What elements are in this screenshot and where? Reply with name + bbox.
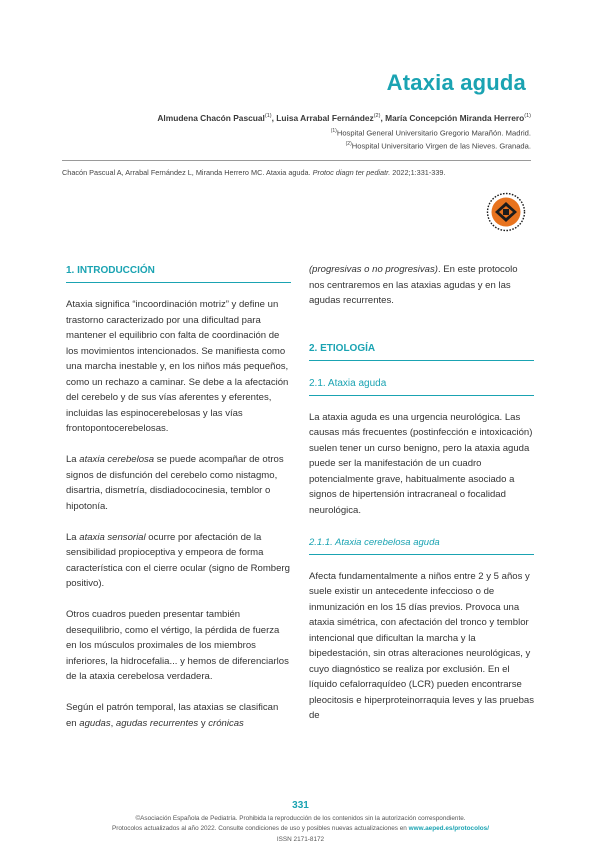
affiliation-text: Hospital General Universitario Gregorio Marañón. Madrid. xyxy=(336,128,531,138)
section-heading-etiologia: 2. ETIOLOGÍA xyxy=(309,340,534,361)
page-number: 331 xyxy=(292,800,309,811)
author-name: Almudena Chacón Pascual xyxy=(157,113,265,123)
author-affiliation-marker: (1) xyxy=(264,113,272,120)
emphasis: agudas xyxy=(79,717,111,729)
citation-suffix: 2022;1:331-339. xyxy=(390,168,446,177)
emphasis: ataxia sensorial xyxy=(79,531,146,543)
affiliation-marker: (2) xyxy=(345,141,352,147)
copyright-notice: ©Asociación Española de Pediatría. Prohibida la reproducción de los contenidos sin la autorización correspondiente. xyxy=(135,815,466,822)
author-affiliation-marker: (2) xyxy=(373,113,381,120)
text: y xyxy=(198,717,209,729)
text: , xyxy=(110,717,116,729)
emphasis: agudas recurrentes xyxy=(115,717,199,729)
section-heading-introduction: 1. INTRODUCCIÓN xyxy=(66,262,291,283)
affiliation xyxy=(346,141,531,151)
author-separator: , xyxy=(271,113,277,123)
protocol-link[interactable]: www.aeped.es/protocolos/ xyxy=(408,825,490,832)
right-column xyxy=(309,262,534,739)
affiliation-marker: (1) xyxy=(330,128,337,134)
author-name: María Concepción Miranda Herrero xyxy=(385,113,525,123)
emphasis: ataxia cerebelosa xyxy=(79,454,155,465)
paragraph: Afecta fundamentalmente a niños entre 2 y 5 años y suele existir un antecedente infeccioso o de inmunización en los 15 días previos. Provoca una ataxia simétrica, con afectación del tronco y temblor intencional que dificultan la marcha y la bipedestación, sin otras alteraciones neurológicas, y cuyo diagnóstico se realiza por exclusión. En el líquido cefalorraquídeo (LCR) pueden encontrarse pleocitosis e hiperproteinorraquia leves y las pruebas de xyxy=(309,570,535,721)
left-column xyxy=(66,262,291,747)
paragraph: La ataxia aguda es una urgencia neurológica. Las causas más frecuentes (postinfección e intoxicación) suelen tener un curso benigno, pero la ataxia aguda puede ser la manifestación de un cuadro potencialmente grave, habitualmente asociado a signos de hipertensión intracraneal o focalidad neurológica. xyxy=(309,411,533,516)
subsubsection-heading: 2.1.1. Ataxia cerebelosa aguda xyxy=(309,534,534,555)
affiliation xyxy=(331,128,531,138)
text: Según el patrón temporal, las ataxias se clasifican en xyxy=(66,702,279,729)
text: . En este protocolo nos centraremos en las ataxias agudas y en las agudas recurrentes. xyxy=(309,264,518,306)
subsection-heading: 2.1. Ataxia aguda xyxy=(309,375,534,396)
paragraph xyxy=(66,530,291,592)
paragraph: Ataxia significa “incoordinación motriz” y define un trastorno caracterizado por una dificultad para mantener el equilibrio con falta de coordinación de los movimientos intencionados. Se manifiesta como una marcha inestable y, en los niños más pequeños, como un rechazo a caminar. Se debe a la afectación del cerebelo y de sus vías aferentes y eferentes, incluidas las espinocerebelosas y las vías frontopontocerebelosas. xyxy=(66,299,289,434)
header-divider xyxy=(62,160,531,161)
aeped-logo-icon xyxy=(486,192,526,232)
affiliation-text: Hospital Universitario Virgen de las Nieves. Granada. xyxy=(351,141,531,151)
text: La xyxy=(66,531,80,543)
paragraph xyxy=(66,452,291,514)
author-separator: , xyxy=(380,113,386,123)
citation-line xyxy=(62,168,445,177)
text: se puede acompañar de otros signos de disfunción del cerebelo como nistagmo, disartria, dismetría, disdiadococinesia, temblor o hipotonía. xyxy=(66,454,284,512)
author-affiliation-marker: (1) xyxy=(524,113,531,120)
author-list xyxy=(157,113,531,123)
article-title: Ataxia aguda xyxy=(386,70,526,95)
protocol-text: Protocolos actualizados al año 2022. Consulte condiciones de uso y posibles nuevas actualizaciones en xyxy=(111,825,409,832)
author-name: Luisa Arrabal Fernández xyxy=(276,113,374,123)
paragraph xyxy=(309,262,534,309)
text: ocurre por afectación de la sensibilidad propioceptiva y empeora de forma característica con el cierre ocular (signo de Romberg positivo). xyxy=(66,531,290,589)
protocol-notice xyxy=(0,825,601,832)
issn: ISSN 2171-8172 xyxy=(276,836,325,843)
text: La xyxy=(66,454,80,465)
citation-prefix: Chacón Pascual A, Arrabal Fernández L, Miranda Herrero MC. Ataxia aguda. xyxy=(62,168,313,177)
emphasis: crónicas xyxy=(208,717,244,729)
paragraph: Otros cuadros pueden presentar también desequilibrio, como el vértigo, la pérdida de fuerza en los músculos proximales de los miembros inferiores, la hidrocefalia... y hemos de diferenciarlos de la ataxia cerebelosa verdadera. xyxy=(66,609,289,682)
emphasis: (progresivas o no progresivas) xyxy=(309,264,438,275)
paragraph xyxy=(66,700,291,731)
citation-journal: Protoc diagn ter pediatr. xyxy=(312,168,391,177)
